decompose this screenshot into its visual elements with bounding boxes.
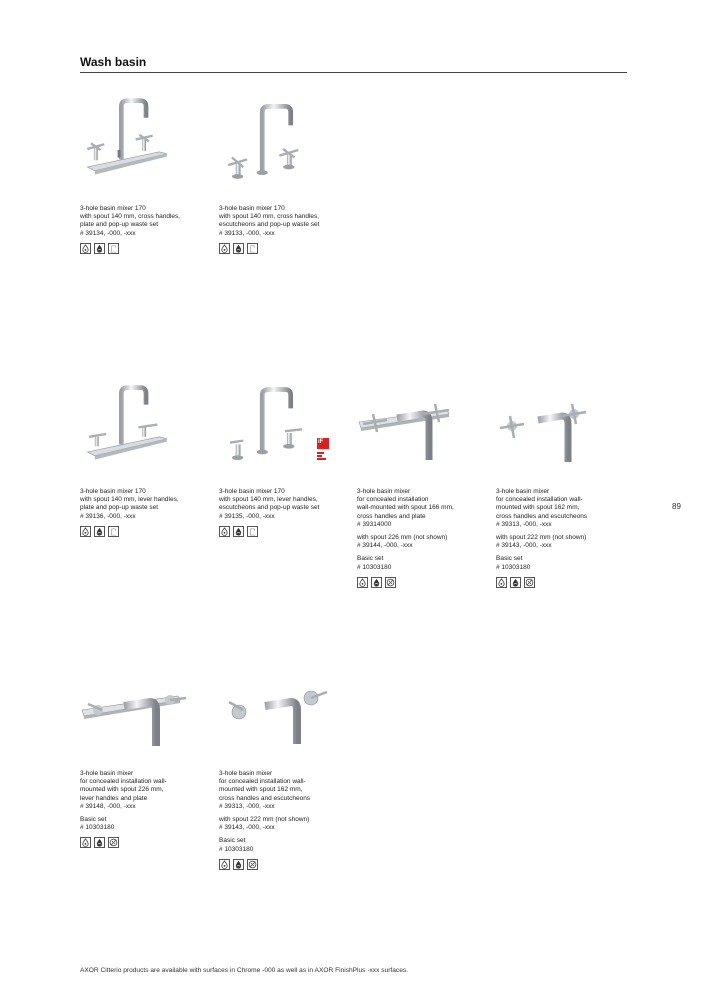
product-variant: with spout 222 mm (not shown): [496, 534, 587, 542]
product-variant-number: # 39144, -000, -xxx: [357, 542, 413, 550]
basic-set-label: Basic set: [357, 555, 384, 563]
page-title: Wash basin: [80, 55, 147, 69]
flow-rate-icon: [371, 577, 382, 588]
product-variant-number: # 39143, -000, -xxx: [219, 824, 275, 832]
water-saving-icon: [219, 859, 230, 870]
product-name: 3-hole basin mixer: [357, 488, 411, 495]
flow-rate-icon: [233, 526, 244, 537]
water-saving-icon: [496, 577, 507, 588]
feature-icons: [219, 243, 351, 254]
basic-set-number: # 10303180: [496, 563, 531, 571]
product-description: plate and pop-up waste set: [80, 221, 159, 229]
flow-rate-icon: [510, 577, 521, 588]
lever-height-icon: [247, 526, 258, 537]
product-image-wall-mixer-lever-plate: [80, 680, 212, 755]
page-number: 89: [672, 502, 681, 511]
product-description: mounted with spout 162 mm,: [219, 786, 303, 794]
product-description: for concealed installation: [357, 496, 429, 504]
basic-set-label: Basic set: [219, 837, 246, 845]
water-saving-icon: [219, 526, 230, 537]
product-article-number: # 39148, -000, -xxx: [80, 802, 136, 810]
product-description: cross handles and escutcheons: [219, 794, 311, 802]
feature-icons: [80, 837, 212, 848]
flow-rate-icon: [94, 243, 105, 254]
flow-rate-icon: [233, 243, 244, 254]
basic-set-number: # 10303180: [219, 845, 254, 853]
product-article-number: # 39313, -000, -xxx: [219, 802, 275, 810]
footer-note: AXOR Citterio products are available with surfaces in Chrome -000 as well as in AXOR FinishPlus -xxx surfaces.: [80, 967, 408, 974]
product-description: with spout 140 mm, cross handles,: [219, 213, 320, 221]
product-description: wall-mounted with spout 166 mm,: [357, 504, 454, 512]
product-name: 3-hole basin mixer 170: [219, 205, 285, 212]
product-name: 3-hole basin mixer 170: [219, 488, 285, 495]
product-name: 3-hole basin mixer: [80, 770, 134, 777]
flow-rate-icon: [233, 859, 244, 870]
product-description: cross handles and escutcheons: [496, 512, 588, 520]
product-description: for concealed installation wall-: [219, 778, 306, 786]
product-image-wall-mixer-cross-escutcheons: [496, 400, 628, 470]
product-description: plate and pop-up waste set: [80, 504, 159, 512]
product-variant: with spout 222 mm (not shown): [219, 816, 310, 824]
design-award-logo: iF: [316, 436, 332, 464]
product-article-number: # 39133, -000, -xxx: [219, 229, 275, 237]
water-saving-icon: [80, 526, 91, 537]
product-description: mounted with spout 226 mm,: [80, 786, 164, 794]
product-description: with spout 140 mm, lever handles,: [80, 496, 179, 504]
product-description: lever handles and plate: [80, 794, 148, 802]
water-saving-icon: [357, 577, 368, 588]
flow-rate-icon: [94, 837, 105, 848]
antilimescale-icon: [385, 577, 396, 588]
basic-set-number: # 10303180: [357, 563, 392, 571]
feature-icons: [357, 577, 489, 588]
lever-height-icon: [247, 243, 258, 254]
product-article-number: # 39135, -000, -xxx: [219, 512, 275, 520]
antilimescale-icon: [108, 837, 119, 848]
basic-set-number: # 10303180: [80, 824, 115, 832]
product-name: 3-hole basin mixer 170: [80, 488, 146, 495]
product-variant: with spout 226 mm (not shown): [357, 534, 448, 542]
flow-rate-icon: [94, 526, 105, 537]
product-image-wall-mixer-lever-escutcheons: [219, 680, 351, 755]
water-saving-icon: [219, 243, 230, 254]
lever-height-icon: [108, 526, 119, 537]
product-description: cross handles and plate: [357, 512, 426, 520]
product-description: with spout 140 mm, lever handles,: [219, 496, 318, 504]
water-saving-icon: [80, 837, 91, 848]
product-article-number: # 39314000: [357, 520, 392, 528]
product-image-wall-mixer-cross-plate: [357, 400, 489, 470]
product-image-3-hole-mixer-lever-plate: [80, 380, 212, 470]
product-description: escutcheons and pop-up waste set: [219, 504, 320, 512]
product-name: 3-hole basin mixer: [496, 488, 550, 495]
antilimescale-icon: [524, 577, 535, 588]
product-description: mounted with spout 162 mm,: [496, 504, 580, 512]
product-article-number: # 39134, -000, -xxx: [80, 229, 136, 237]
feature-icons: [80, 526, 212, 537]
product-article-number: # 39136, -000, -xxx: [80, 512, 136, 520]
lever-height-icon: [108, 243, 119, 254]
feature-icons: [496, 577, 628, 588]
product-description: escutcheons and pop-up waste set: [219, 221, 320, 229]
water-saving-icon: [80, 243, 91, 254]
product-name: 3-hole basin mixer 170: [80, 205, 146, 212]
product-description: for concealed installation wall-: [496, 496, 583, 504]
title-rule: [80, 72, 627, 73]
product-variant-number: # 39143, -000, -xxx: [496, 542, 552, 550]
basic-set-label: Basic set: [496, 555, 523, 563]
product-image-3-hole-mixer-cross-escutcheons: [219, 95, 351, 185]
product-name: 3-hole basin mixer: [219, 770, 273, 777]
product-article-number: # 39313, -000, -xxx: [496, 520, 552, 528]
feature-icons: [219, 859, 351, 870]
product-description: with spout 140 mm, cross handles,: [80, 213, 181, 221]
feature-icons: [80, 243, 212, 254]
product-image-3-hole-mixer-cross-plate: [80, 95, 212, 185]
product-description: for concealed installation wall-: [80, 778, 167, 786]
basic-set-label: Basic set: [80, 816, 107, 824]
feature-icons: [219, 526, 351, 537]
antilimescale-icon: [247, 859, 258, 870]
